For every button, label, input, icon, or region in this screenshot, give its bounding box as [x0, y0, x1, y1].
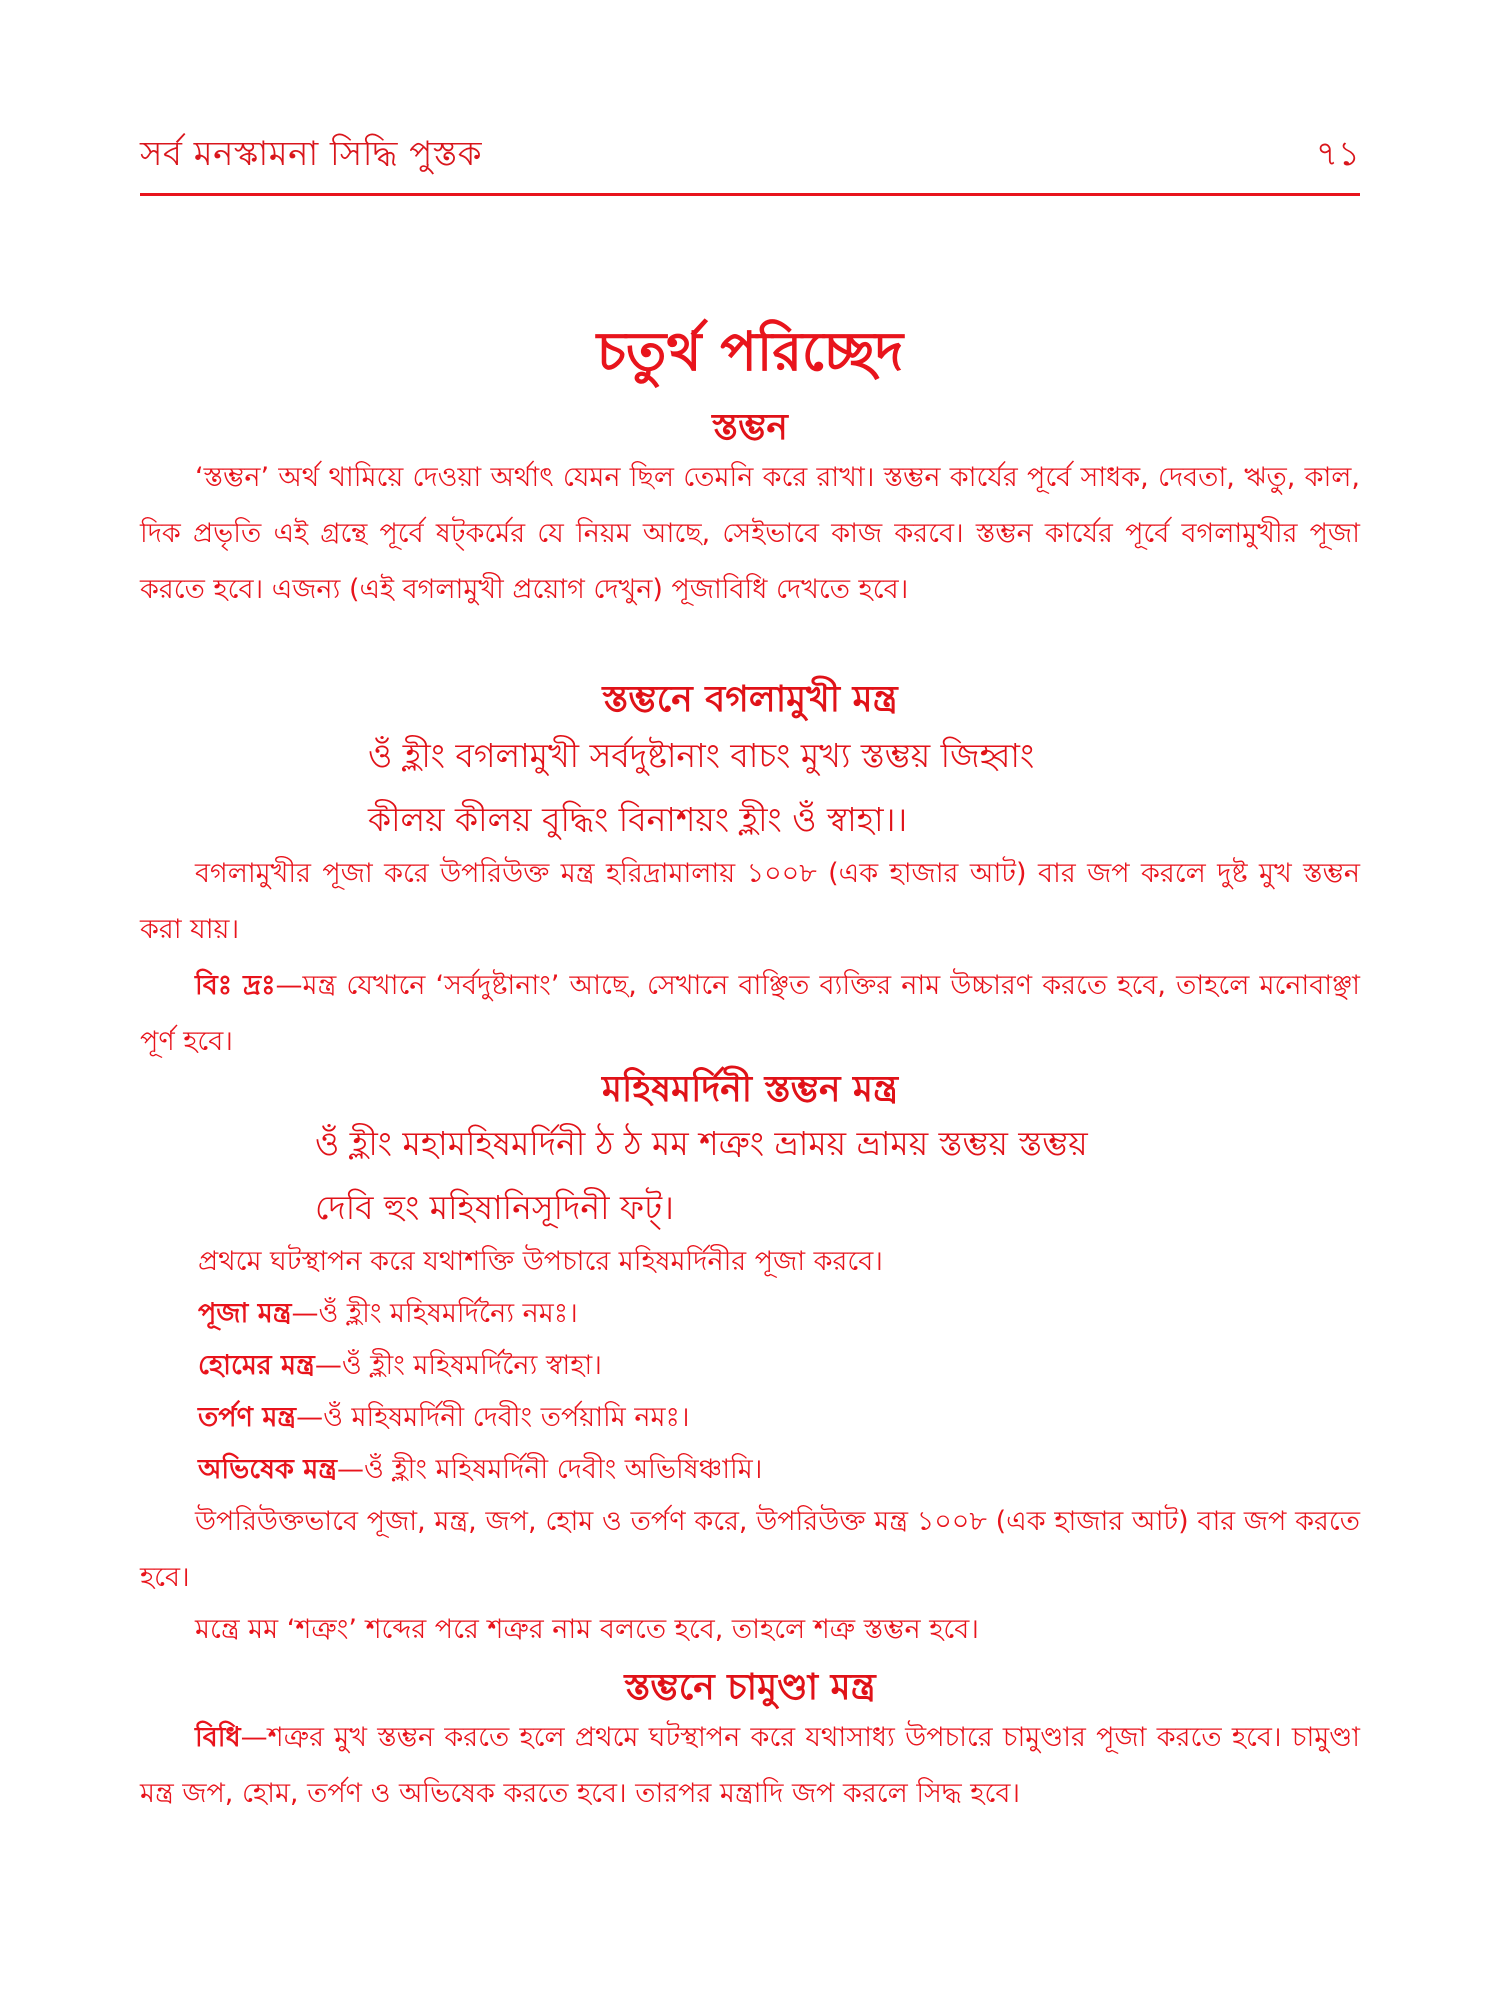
note-bagalamukhi — [140, 958, 1360, 1070]
item-label: পূজা মন্ত্র — [198, 1298, 292, 1329]
item-label: অভিষেক মন্ত্র — [198, 1454, 337, 1485]
mantra-bagalamukhi-line1: ওঁ হ্লীং বগলামুখী সর্বদুষ্টানাং বাচং মুখ্য স্তম্ভয় জিহ্বাং — [368, 736, 1035, 775]
mantra-mahishamardini-line2: দেবি হুং মহিষানিসূদিনী ফট্‌। — [315, 1188, 674, 1227]
header-rule — [140, 193, 1360, 196]
paragraph-chamunda-vidhi — [140, 1710, 1360, 1822]
section-title-chamunda: স্তম্ভনে চামুণ্ডা মন্ত্র — [624, 1667, 876, 1708]
section-title-stambhan: স্তম্ভন — [712, 407, 788, 448]
list-item-homa-mantra — [198, 1338, 602, 1394]
paragraph-stambhan-intro: ‘স্তম্ভন’ অর্থ থামিয়ে দেওয়া অর্থাৎ যেমন ছিল তেমনি করে রাখা। স্তম্ভন কার্যের পূর্বে সাধক, দেবতা, ঋতু, কাল, দিক প্রভৃতি এই গ্রন্থে পূর্বে ষট্‌কর্মের যে নিয়ম আছে, সেইভাবে কাজ করবে। স্তম্ভন কার্যের পূর্বে বগলামুখীর পূজা করতে হবে। এজন্য (এই বগলামুখী প্রয়োগ দেখুন) পূজাবিধি দেখতে হবে। — [140, 462, 1360, 605]
item-label: হোমের মন্ত্র — [198, 1350, 315, 1381]
note-text: —মন্ত্র যেখানে ‘সর্বদুষ্টানাং’ আছে, সেখানে বাঞ্ছিত ব্যক্তির নাম উচ্চারণ করতে হবে, তাহলে মনোবাঞ্ছা পূর্ণ হবে। — [140, 970, 1360, 1057]
item-label: তর্পণ মন্ত্র — [198, 1402, 297, 1433]
list-item-puja-mantra — [198, 1286, 578, 1342]
note-label: বিঃ দ্রঃ — [195, 970, 276, 1001]
item-text: —ওঁ হ্লীং মহিষমর্দিন্যৈ স্বাহা। — [314, 1350, 602, 1381]
mantra-mahishamardini-line1: ওঁ হ্লীং মহামহিষমর্দিনী ঠ ঠ মম শত্রুং ভ্রাময় ভ্রাময় স্তম্ভয় স্তম্ভয় — [315, 1124, 1088, 1163]
list-item-tarpan-mantra — [198, 1390, 690, 1446]
chapter-title: চতুর্থ পরিচ্ছেদ — [596, 320, 904, 383]
paragraph-bagalamukhi-usage: বগলামুখীর পূজা করে উপরিউক্ত মন্ত্র হরিদ্রামালায় ১০০৮ (এক হাজার আট) বার জপ করলে দুষ্ট মুখ স্তম্ভন করা যায়। — [140, 858, 1360, 945]
item-text: —ওঁ মহিষমর্দিনী দেবীং তর্পয়ামি নমঃ। — [296, 1402, 690, 1433]
note-mahishamardini: মন্ত্রে মম ‘শত্রুং’ শব্দের পরে শত্রুর নাম বলতে হবে, তাহলে শত্রু স্তম্ভন হবে। — [195, 1614, 979, 1645]
page-number: ৭১ — [1315, 134, 1360, 174]
item-text: —ওঁ হ্লীং মহিষমর্দিনী দেবীং অভিষিঞ্চামি। — [337, 1454, 763, 1485]
paragraph-mahishamardini-japa: উপরিউক্তভাবে পূজা, মন্ত্র, জপ, হোম ও তর্পণ করে, উপরিউক্ত মন্ত্র ১০০৮ (এক হাজার আট) বার জপ করতে হবে। — [140, 1506, 1360, 1593]
vidhi-label: বিধি — [195, 1722, 241, 1753]
list-item-abhishek-mantra — [198, 1442, 762, 1498]
vidhi-text: —শত্রুর মুখ স্তম্ভন করতে হলে প্রথমে ঘটস্থাপন করে যথাসাধ্য উপচারে চামুণ্ডার পূজা করতে হবে। চামুণ্ডা মন্ত্র জপ, হোম, তর্পণ ও অভিষেক করতে হবে। তারপর মন্ত্রাদি জপ করলে সিদ্ধ হবে। — [140, 1722, 1360, 1809]
running-head-title: সর্ব মনস্কামনা সিদ্ধি পুস্তক — [140, 134, 483, 174]
item-text: —ওঁ হ্লীং মহিষমর্দিন্যৈ নমঃ। — [291, 1298, 578, 1329]
mantra-bagalamukhi-line2: কীলয় কীলয় বুদ্ধিং বিনাশয়ং হ্লীং ওঁ স্বাহা।। — [368, 800, 908, 839]
mahishamardini-intro: প্রথমে ঘটস্থাপন করে যথাশক্তি উপচারে মহিষমর্দিনীর পূজা করবে। — [198, 1246, 883, 1277]
section-title-mahishamardini: মহিষমর্দিনী স্তম্ভন মন্ত্র — [602, 1069, 898, 1110]
section-title-bagalamukhi: স্তম্ভনে বগলামুখী মন্ত্র — [602, 679, 898, 720]
